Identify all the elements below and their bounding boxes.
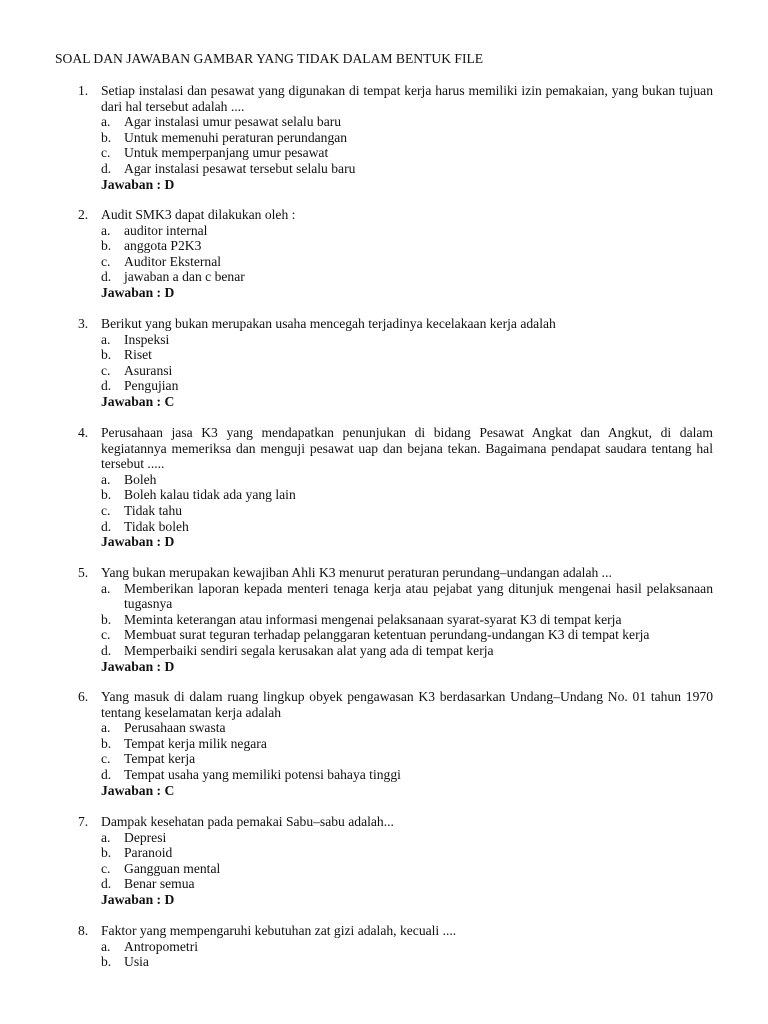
option-letter: b.: [101, 487, 112, 503]
option-text: Antropometri: [124, 938, 198, 954]
question-text: Dampak kesehatan pada pemakai Sabu–sabu adalah...: [101, 814, 394, 829]
option-text: Gangguan mental: [124, 860, 221, 876]
option-d: [101, 643, 713, 659]
option-d: [101, 767, 713, 783]
option-text: Untuk memenuhi peraturan perundangan: [124, 129, 348, 145]
page-title: SOAL DAN JAWABAN GAMBAR YANG TIDAK DALAM BENTUK FILE: [55, 51, 484, 66]
question-6: [78, 689, 713, 798]
option-text: Tidak tahu: [124, 502, 183, 518]
question-5: [78, 565, 713, 674]
option-text: Tempat usaha yang memiliki potensi bahaya tinggi: [124, 766, 401, 782]
option-letter: a.: [101, 114, 111, 130]
question-number: 3.: [78, 316, 89, 331]
option-letter: c.: [101, 502, 111, 518]
option-b: [101, 130, 713, 146]
option-letter: c.: [101, 253, 111, 269]
option-b: [101, 612, 713, 628]
question-number: 2.: [78, 207, 89, 222]
option-letter: c.: [101, 145, 111, 161]
question-number: 8.: [78, 923, 89, 938]
option-text: Memperbaiki sendiri segala kerusakan alat yang ada di tempat kerja: [124, 642, 494, 658]
option-c: [101, 145, 713, 161]
option-a: [101, 114, 713, 130]
option-letter: a.: [101, 471, 111, 487]
option-c: [101, 861, 713, 877]
question-8: [78, 923, 713, 970]
question-number: 5.: [78, 565, 89, 580]
question-number: 7.: [78, 814, 89, 829]
answer-key: Jawaban : C: [101, 782, 175, 798]
option-letter: a.: [101, 938, 111, 954]
option-c: [101, 254, 713, 270]
question-text: Yang masuk di dalam ruang lingkup obyek pengawasan K3 berdasarkan Undang–Undang No. 01 tahun 1970 tentang keselamatan kerja adalah: [101, 689, 713, 720]
option-text: Tempat kerja milik negara: [124, 735, 267, 751]
option-letter: d.: [101, 378, 112, 394]
option-b: [101, 845, 713, 861]
option-a: [101, 332, 713, 348]
option-b: [101, 954, 713, 970]
option-text: auditor internal: [124, 222, 208, 238]
option-text: Usia: [124, 954, 149, 970]
option-letter: d.: [101, 269, 112, 285]
option-text: Tempat kerja: [124, 751, 196, 767]
option-text: Memberikan laporan kepada menteri tenaga kerja atau pejabat yang ditunjuk mengenai hasil pelaksanaan tugasnya: [124, 580, 713, 612]
question-number: 6.: [78, 689, 89, 704]
question-text: Berikut yang bukan merupakan usaha mencegah terjadinya kecelakaan kerja adalah: [101, 316, 556, 331]
answer-key: Jawaban : D: [101, 891, 175, 907]
option-d: [101, 269, 713, 285]
option-text: Benar semua: [124, 876, 195, 892]
option-text: jawaban a dan c benar: [124, 269, 245, 285]
question-text: Faktor yang mempengaruhi kebutuhan zat gizi adalah, kecuali ....: [101, 923, 457, 938]
option-letter: b.: [101, 611, 112, 627]
option-letter: c.: [101, 627, 111, 643]
option-text: Perusahaan swasta: [124, 720, 226, 736]
question-text: Perusahaan jasa K3 yang mendapatkan penunjukan di bidang Pesawat Angkat dan Angkut, di dalam kegiatannya memeriksa dan menguji pesawat uap dan bejana tekan. Bagaimana pendapat saudara tentang hal tersebut .....: [101, 425, 713, 472]
option-letter: b.: [101, 129, 112, 145]
option-text: Meminta keterangan atau informasi mengenai pelaksanaan syarat-syarat K3 di tempat kerja: [124, 611, 622, 627]
option-c: [101, 363, 713, 379]
option-text: Auditor Eksternal: [124, 253, 222, 269]
answer-key: Jawaban : C: [101, 393, 175, 409]
answer-key: Jawaban : D: [101, 284, 175, 300]
option-text: Depresi: [124, 829, 167, 845]
option-a: [101, 939, 713, 955]
option-letter: a.: [101, 580, 111, 596]
option-text: Boleh: [124, 471, 157, 487]
option-text: Riset: [124, 347, 152, 363]
option-d: [101, 161, 713, 177]
option-letter: d.: [101, 766, 112, 782]
question-1: [78, 83, 713, 192]
option-letter: d.: [101, 160, 112, 176]
option-text: Asuransi: [124, 362, 173, 378]
question-text: Yang bukan merupakan kewajiban Ahli K3 menurut peraturan perundang–undangan adalah ...: [101, 565, 612, 580]
option-text: Membuat surat teguran terhadap pelanggaran ketentuan perundang-undangan K3 di tempat kerja: [124, 627, 650, 643]
option-d: [101, 519, 713, 535]
option-letter: a.: [101, 829, 111, 845]
answer-key: Jawaban : D: [101, 658, 175, 674]
option-text: Agar instalasi umur pesawat selalu baru: [124, 114, 342, 130]
option-text: Pengujian: [124, 378, 179, 394]
option-letter: d.: [101, 876, 112, 892]
option-a: [101, 581, 713, 612]
option-letter: a.: [101, 331, 111, 347]
option-b: [101, 487, 713, 503]
option-letter: c.: [101, 860, 111, 876]
question-text: Setiap instalasi dan pesawat yang digunakan di tempat kerja harus memiliki izin pemakaian, yang bukan tujuan dari hal tersebut adalah ....: [101, 83, 713, 114]
option-letter: a.: [101, 222, 111, 238]
option-text: Untuk memperpanjang umur pesawat: [124, 145, 329, 161]
option-d: [101, 876, 713, 892]
option-letter: b.: [101, 954, 112, 970]
option-a: [101, 830, 713, 846]
question-3: [78, 316, 713, 410]
answer-key: Jawaban : D: [101, 176, 175, 192]
option-c: [101, 627, 713, 643]
option-b: [101, 238, 713, 254]
option-c: [101, 503, 713, 519]
question-7: [78, 814, 713, 908]
option-letter: c.: [101, 362, 111, 378]
question-4: [78, 425, 713, 550]
question-text: Audit SMK3 dapat dilakukan oleh :: [101, 207, 296, 222]
option-c: [101, 751, 713, 767]
option-text: Agar instalasi pesawat tersebut selalu baru: [124, 160, 356, 176]
question-number: 1.: [78, 83, 89, 98]
option-letter: b.: [101, 845, 112, 861]
answer-key: Jawaban : D: [101, 534, 175, 550]
option-text: Inspeksi: [124, 331, 170, 347]
question-number: 4.: [78, 425, 89, 440]
option-b: [101, 736, 713, 752]
option-a: [101, 472, 713, 488]
option-letter: b.: [101, 735, 112, 751]
question-2: [78, 207, 713, 301]
option-text: Paranoid: [124, 845, 173, 861]
option-text: anggota P2K3: [124, 238, 202, 254]
option-letter: c.: [101, 751, 111, 767]
option-text: Tidak boleh: [124, 518, 189, 534]
option-a: [101, 223, 713, 239]
option-text: Boleh kalau tidak ada yang lain: [124, 487, 296, 503]
option-letter: d.: [101, 642, 112, 658]
option-a: [101, 720, 713, 736]
option-d: [101, 378, 713, 394]
option-letter: b.: [101, 238, 112, 254]
option-letter: a.: [101, 720, 111, 736]
option-letter: d.: [101, 518, 112, 534]
option-letter: b.: [101, 347, 112, 363]
option-b: [101, 347, 713, 363]
